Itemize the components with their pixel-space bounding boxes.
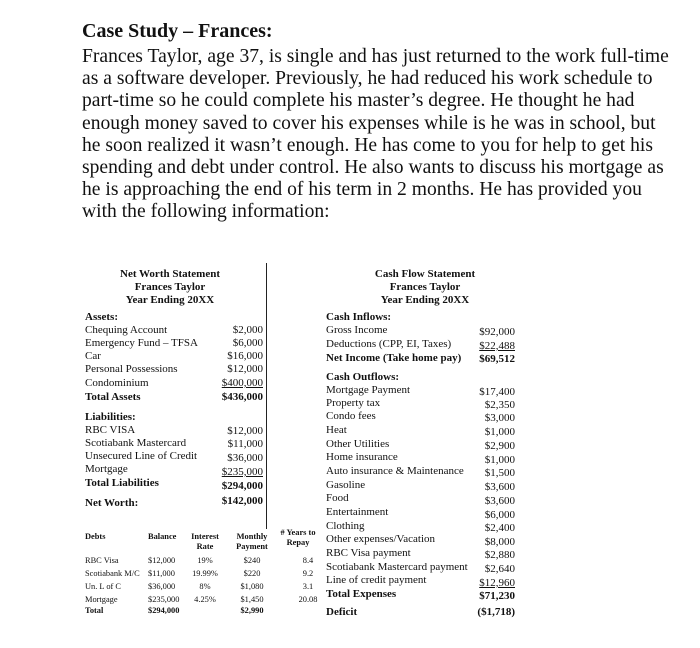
debts-row-payment: $220 bbox=[243, 569, 261, 578]
cf-outflow-label: Other expenses/Vacation bbox=[326, 533, 436, 545]
cf-outflow-label: Property tax bbox=[326, 397, 381, 409]
cf-outflow-label: Condo fees bbox=[326, 410, 376, 422]
cf-outflow-label: Scotiabank Mastercard payment bbox=[326, 561, 468, 573]
debts-row-years: 3.1 bbox=[302, 582, 314, 591]
cf-name: Frances Taylor bbox=[389, 281, 461, 293]
debts-row-balance: $12,000 bbox=[148, 556, 176, 565]
nw-name: Frances Taylor bbox=[134, 281, 206, 293]
cf-deductions-label: Deductions (CPP, EI, Taxes) bbox=[326, 338, 452, 350]
cf-outflow-label: Line of credit payment bbox=[326, 574, 427, 586]
cf-deficit-label: Deficit bbox=[326, 606, 358, 618]
cf-outflow-label: Other Utilities bbox=[326, 438, 390, 450]
debts-row-payment: $240 bbox=[243, 556, 261, 565]
nw-total-assets-label: Total Assets bbox=[85, 391, 141, 403]
nw-asset-label: Chequing Account bbox=[85, 324, 168, 336]
cf-outflow-label: RBC Visa payment bbox=[326, 547, 411, 559]
debts-total-label: Total bbox=[85, 606, 104, 615]
cf-net-income-label: Net Income (Take home pay) bbox=[326, 352, 462, 364]
case-study-paragraph: Frances Taylor, age 37, is single and has just returned to the work full-time as a software developer. Previously, he had reduced his work schedule to part-time so he could complete his master’s degree. He thought he had enough money saved to cover his expenses while is he was in school, but he soon realized it wasn’t enough. He has come to you for help to get his spending and debt under control. He also wants to discuss his mortgage as he is approaching the end of his term in 2 months. He has provided you with the following information: bbox=[82, 46, 669, 223]
cf-outflow-value: $1,000 bbox=[484, 426, 515, 438]
debts-row-years: 9.2 bbox=[302, 569, 314, 578]
nw-divider-line bbox=[266, 263, 267, 529]
debts-header-years: # Years to Repay bbox=[280, 528, 316, 547]
cf-outflow-label: Entertainment bbox=[326, 506, 389, 518]
debts-row-balance: $235,000 bbox=[148, 595, 180, 604]
debts-row-name: RBC Visa bbox=[85, 556, 119, 565]
cf-outflow-value: $6,000 bbox=[484, 509, 515, 521]
nw-net-worth-label: Net Worth: bbox=[85, 497, 139, 509]
debts-row-years: 20.08 bbox=[298, 595, 318, 604]
nw-liability-value: $12,000 bbox=[227, 425, 263, 437]
cf-outflow-value: $8,000 bbox=[484, 536, 515, 548]
debts-header-debts: Debts bbox=[85, 532, 106, 541]
cf-outflow-label: Mortgage Payment bbox=[326, 384, 411, 396]
debts-row-rate: 4.25% bbox=[194, 595, 216, 604]
debts-row-years: 8.4 bbox=[302, 556, 314, 565]
cf-outflows-label: Cash Outflows: bbox=[326, 371, 400, 383]
nw-liability-label: RBC VISA bbox=[85, 424, 136, 436]
debts-total-payment: $2,990 bbox=[240, 606, 264, 615]
nw-liability-label: Mortgage bbox=[85, 463, 128, 475]
debts-row-rate: 19.99% bbox=[192, 569, 218, 578]
cf-total-expenses-label: Total Expenses bbox=[326, 588, 397, 600]
nw-asset-value: $6,000 bbox=[232, 337, 263, 349]
case-study-heading: Case Study – Frances: bbox=[82, 20, 273, 42]
cf-outflow-label: Heat bbox=[326, 424, 347, 436]
debts-row-payment: $1,080 bbox=[240, 582, 264, 591]
nw-liabilities-label: Liabilities: bbox=[85, 411, 136, 423]
nw-asset-value: $12,000 bbox=[227, 363, 263, 375]
debts-row-balance: $11,000 bbox=[148, 569, 175, 578]
cf-outflow-label: Home insurance bbox=[326, 451, 398, 463]
nw-liability-label: Unsecured Line of Credit bbox=[85, 450, 198, 462]
nw-liability-value: $235,000 bbox=[221, 466, 263, 478]
nw-period: Year Ending 20XX bbox=[125, 294, 215, 306]
cf-outflow-value: $1,500 bbox=[484, 467, 515, 479]
debts-row-payment: $1,450 bbox=[240, 595, 264, 604]
nw-asset-value: $16,000 bbox=[227, 350, 263, 362]
cf-outflow-value: $2,400 bbox=[484, 522, 515, 534]
debts-total-balance: $294,000 bbox=[148, 606, 180, 615]
debts-row-name: Mortgage bbox=[85, 595, 118, 604]
cf-period: Year Ending 20XX bbox=[380, 294, 470, 306]
nw-asset-label: Emergency Fund – TFSA bbox=[85, 337, 198, 349]
debts-header-balance: Balance bbox=[148, 532, 177, 541]
cf-gross-income-value: $92,000 bbox=[479, 326, 515, 338]
cf-outflow-label: Clothing bbox=[326, 520, 365, 532]
debts-row-name: Scotiabank M/C bbox=[85, 569, 140, 578]
cf-total-expenses-value: $71,230 bbox=[479, 590, 515, 602]
cf-outflow-label: Auto insurance & Maintenance bbox=[326, 465, 464, 477]
nw-total-liabilities-value: $294,000 bbox=[221, 480, 263, 492]
nw-asset-value: $400,000 bbox=[221, 377, 263, 389]
cf-outflow-value: $3,600 bbox=[484, 495, 515, 507]
nw-total-liabilities-label: Total Liabilities bbox=[85, 477, 159, 489]
nw-asset-label: Condominium bbox=[85, 377, 149, 389]
cf-outflow-value: $17,400 bbox=[479, 386, 515, 398]
debts-row-rate: 19% bbox=[197, 556, 213, 565]
cf-outflow-value: $3,600 bbox=[484, 481, 515, 493]
cf-outflow-value: $2,640 bbox=[484, 563, 515, 575]
nw-title: Net Worth Statement bbox=[120, 268, 220, 280]
cf-outflow-value: $2,880 bbox=[484, 549, 515, 561]
cf-outflow-value: $2,350 bbox=[484, 399, 515, 411]
nw-assets-label: Assets: bbox=[85, 311, 118, 323]
debts-header-rate: Interest Rate bbox=[191, 532, 219, 551]
cf-outflow-value: $2,900 bbox=[484, 440, 515, 452]
nw-asset-label: Personal Possessions bbox=[85, 363, 178, 375]
cf-net-income-value: $69,512 bbox=[479, 353, 515, 365]
cf-outflow-value: $1,000 bbox=[484, 454, 515, 466]
nw-total-assets-value: $436,000 bbox=[221, 391, 263, 403]
debts-row-rate: 8% bbox=[199, 582, 211, 591]
cf-deductions-value: $22,488 bbox=[479, 340, 515, 352]
cf-outflow-label: Gasoline bbox=[326, 479, 366, 491]
debts-row-name: Un. L of C bbox=[85, 582, 121, 591]
cf-deficit-value: ($1,718) bbox=[477, 606, 515, 618]
cf-title: Cash Flow Statement bbox=[374, 268, 476, 280]
nw-liability-value: $11,000 bbox=[227, 438, 263, 450]
debts-row-balance: $36,000 bbox=[148, 582, 176, 591]
cf-outflow-value: $3,000 bbox=[484, 412, 515, 424]
nw-liability-label: Scotiabank Mastercard bbox=[85, 437, 187, 449]
cf-outflow-value: $12,960 bbox=[479, 577, 515, 589]
nw-liability-value: $36,000 bbox=[227, 452, 263, 464]
debts-header-payment: Monthly Payment bbox=[236, 532, 268, 551]
cf-outflow-label: Food bbox=[326, 492, 349, 504]
nw-asset-value: $2,000 bbox=[232, 324, 263, 336]
cf-inflows-label: Cash Inflows: bbox=[326, 311, 392, 323]
nw-net-worth-value: $142,000 bbox=[221, 495, 263, 507]
nw-asset-label: Car bbox=[85, 350, 101, 362]
cf-gross-income-label: Gross Income bbox=[326, 324, 388, 336]
